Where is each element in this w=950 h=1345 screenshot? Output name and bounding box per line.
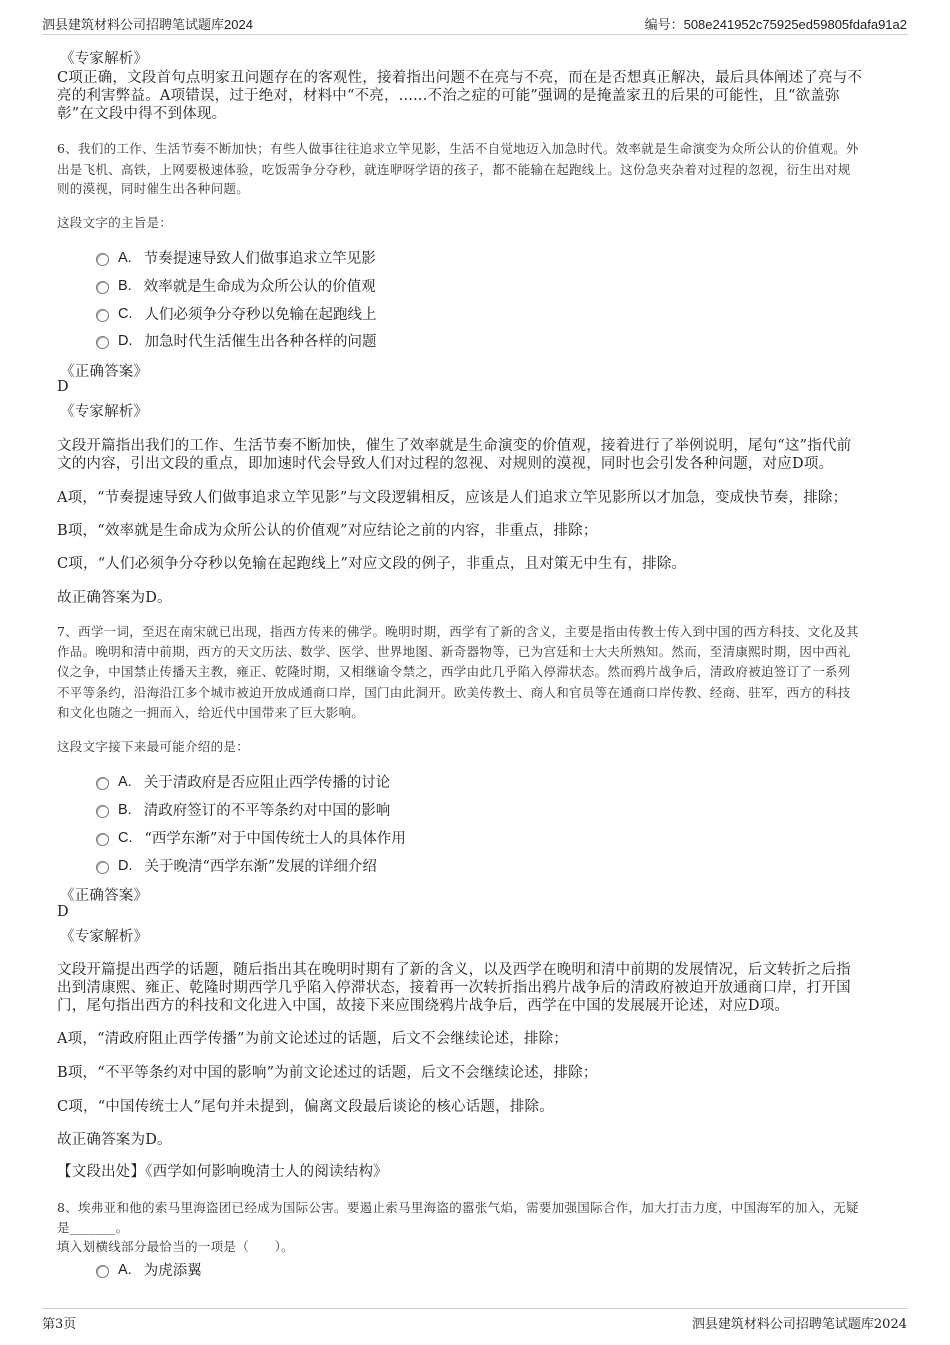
q8-stem-line: 8、埃弗亚和他的索马里海盗团已经成为国际公害。要遏止索马里海盗的嚣张气焰，需要加强国际合作，加大打击力度，中国海军的加入，无疑 — [57, 1200, 859, 1215]
option-text: 人们必须争分夺秒以免输在起跑线上 — [144, 307, 377, 323]
option-text: 关于清政府是否应阻止西学传播的讨论 — [143, 775, 391, 791]
q7-stem-line: 不平等条约，沿海沿江多个城市被迫开放成通商口岸，国门由此洞开。欧美传教士、商人和官员等在通商口岸传教、经商、驻军，西方的科技 — [57, 685, 851, 700]
q7-conclusion: 故正确答案为D。 — [57, 1132, 172, 1148]
q6-option-d[interactable] — [96, 330, 377, 351]
option-letter: B. — [118, 277, 132, 294]
q7-analysis-line: 出到清康熙、雍正、乾隆时期西学几乎陷入停滞状态，接着再一次转折指出鸦片战争后的清政府被迫开放通商口岸，打开国 — [57, 980, 851, 996]
q5-analysis-line: 彰”在文段中得不到体现。 — [57, 106, 227, 122]
header-rule — [42, 34, 908, 35]
q6-analysis-line: C项，“人们必须争分夺秒以免输在起跑线上”对应文段的例子，非重点，且对策无中生有，排除。 — [57, 556, 687, 572]
q6-conclusion: 故正确答案为D。 — [57, 590, 172, 606]
radio-icon[interactable] — [96, 805, 109, 818]
option-letter: D. — [118, 332, 133, 349]
q7-question: 这段文字接下来最可能介绍的是： — [57, 739, 250, 754]
q7-stem-line: 仪之争，中国禁止传播天主教，雍正、乾隆时期，又相继谕令禁之，西学由此几乎陷入停滞状态。然而鸦片战争后，清政府被迫签订了一系列 — [57, 664, 851, 679]
q6-stem-line: 则的漠视，同时催生出各种问题。 — [57, 181, 250, 196]
q7-analysis-line: 文段开篇提出西学的话题，随后指出其在晚明时期有了新的含义，以及西学在晚明和清中前期的发展情况，后文转折之后指 — [57, 962, 851, 978]
radio-icon[interactable] — [96, 777, 109, 790]
option-letter: A. — [118, 1261, 132, 1278]
q7-analysis-label: 《专家解析》 — [60, 929, 149, 945]
option-text: 节奏提速导致人们做事追求立竿见影 — [143, 251, 376, 267]
q6-answer: D — [57, 379, 69, 395]
option-letter: A. — [118, 249, 132, 266]
q6-option-a[interactable] — [96, 247, 376, 268]
radio-icon[interactable] — [96, 1265, 109, 1278]
q6-stem-line: 出是飞机、高铁，上网要极速体验，吃饭需争分夺秒，就连咿呀学语的孩子，都不能输在起跑线上。这份急夹杂着对过程的忽视，衍生出对规 — [57, 162, 851, 177]
q6-analysis-line: B项，“效率就是生命成为众所公认的价值观”对应结论之前的内容，非重点，排除； — [57, 523, 598, 539]
page-number: 第3页 — [42, 1317, 77, 1332]
q7-analysis-line: C项，“中国传统士人”尾句并未提到，偏离文段最后谈论的核心话题，排除。 — [57, 1099, 554, 1115]
option-letter: C. — [118, 829, 133, 846]
q5-analysis-line: C项正确，文段首句点明家丑问题存在的客观性，接着指出问题不在亮与不亮，而在是否想真正解决，最后具体阐述了亮与不 — [57, 70, 863, 86]
q7-option-b[interactable] — [96, 799, 390, 820]
footer-rule — [42, 1308, 908, 1309]
document-serial: 编号：508e241952c75925ed59805fdafa91a2 — [644, 17, 907, 32]
q6-analysis-line: 文段开篇指出我们的工作、生活节奏不断加快，催生了效率就是生命演变的价值观，接着进行了举例说明，尾句“这”指代前 — [57, 438, 852, 454]
q7-answer-label: 《正确答案》 — [60, 888, 149, 904]
option-letter: A. — [118, 773, 132, 790]
option-text: 关于晚清“西学东渐”发展的详细介绍 — [144, 859, 377, 875]
q6-analysis-line: A项，“节奏提速导致人们做事追求立竿见影”与文段逻辑相反，应该是人们追求立竿见影所以才加急，变成快节奏，排除； — [57, 490, 848, 506]
radio-icon[interactable] — [96, 309, 109, 322]
q7-stem-line: 作品。晚明和清中前期，西方的天文历法、数学、医学、世界地图、新奇器物等，已为宫廷和士大夫所熟知。然而，至清康熙时期，因中西礼 — [57, 644, 851, 659]
q6-stem-line: 6、我们的工作、生活节奏不断加快；有些人做事往往追求立竿见影，生活不自觉地迈入加急时代。效率就是生命演变为众所公认的价值观。外 — [57, 141, 859, 156]
q6-question: 这段文字的主旨是： — [57, 215, 173, 230]
option-text: 效率就是生命成为众所公认的价值观 — [143, 279, 376, 295]
option-text: 清政府签订的不平等条约对中国的影响 — [143, 803, 391, 819]
footer-title: 泗县建筑材料公司招聘笔试题库2024 — [691, 1317, 907, 1332]
q7-analysis-line: 门，尾句指出西方的科技和文化进入中国，故接下来应围绕鸦片战争后，西学在中国的发展展开论述，对应D项。 — [57, 998, 790, 1014]
q6-analysis-label: 《专家解析》 — [60, 404, 149, 420]
option-letter: D. — [118, 857, 133, 874]
q5-analysis-line: 亮的利害弊益。A项错误，过于绝对，材料中“不亮，......不治之症的可能”强调的是掩盖家丑的后果的可能性，且“欲盖弥 — [57, 88, 840, 104]
q7-answer: D — [57, 904, 69, 920]
option-letter: B. — [118, 801, 132, 818]
q7-option-c[interactable] — [96, 827, 406, 848]
q8-instruction: 填入划横线部分最恰当的一项是（ ）。 — [57, 1239, 294, 1254]
radio-icon[interactable] — [96, 833, 109, 846]
q7-stem-line: 7、西学一词，至迟在南宋就已出现，指西方传来的佛学。晚明时期，西学有了新的含义，主要是指由传教士传入到中国的西方科技、文化及其 — [57, 624, 859, 639]
q8-stem-line: 是_______。 — [57, 1220, 129, 1235]
q7-option-d[interactable] — [96, 855, 377, 876]
q8-option-a[interactable] — [96, 1259, 202, 1280]
q6-option-b[interactable] — [96, 275, 376, 296]
q7-analysis-line: A项，“清政府阻止西学传播”为前文论述过的话题，后文不会继续论述，排除； — [57, 1031, 568, 1047]
q7-stem-line: 和文化也随之一拥而入，给近代中国带来了巨大影响。 — [57, 705, 365, 720]
q7-option-a[interactable] — [96, 771, 390, 792]
radio-icon[interactable] — [96, 253, 109, 266]
option-text: “西学东渐”对于中国传统士人的具体作用 — [144, 831, 406, 847]
q6-analysis-line: 文的内容，引出文段的重点，即加速时代会导致人们对过程的忽视、对规则的漠视，同时也会引发各种问题，对应D项。 — [57, 456, 834, 472]
header-title: 泗县建筑材料公司招聘笔试题库2024 — [42, 17, 253, 32]
q6-answer-label: 《正确答案》 — [60, 364, 149, 380]
q6-option-c[interactable] — [96, 303, 377, 324]
option-letter: C. — [118, 305, 133, 322]
radio-icon[interactable] — [96, 861, 109, 874]
radio-icon[interactable] — [96, 336, 109, 349]
q7-analysis-line: B项，“不平等条约对中国的影响”为前文论述过的话题，后文不会继续论述，排除； — [57, 1065, 598, 1081]
q5-analysis-label: 《专家解析》 — [60, 51, 149, 67]
q7-source: 【文段出处】《西学如何影响晚清士人的阅读结构》 — [57, 1164, 388, 1180]
radio-icon[interactable] — [96, 281, 109, 294]
option-text: 加急时代生活催生出各种各样的问题 — [144, 334, 377, 350]
option-text: 为虎添翼 — [143, 1263, 202, 1279]
